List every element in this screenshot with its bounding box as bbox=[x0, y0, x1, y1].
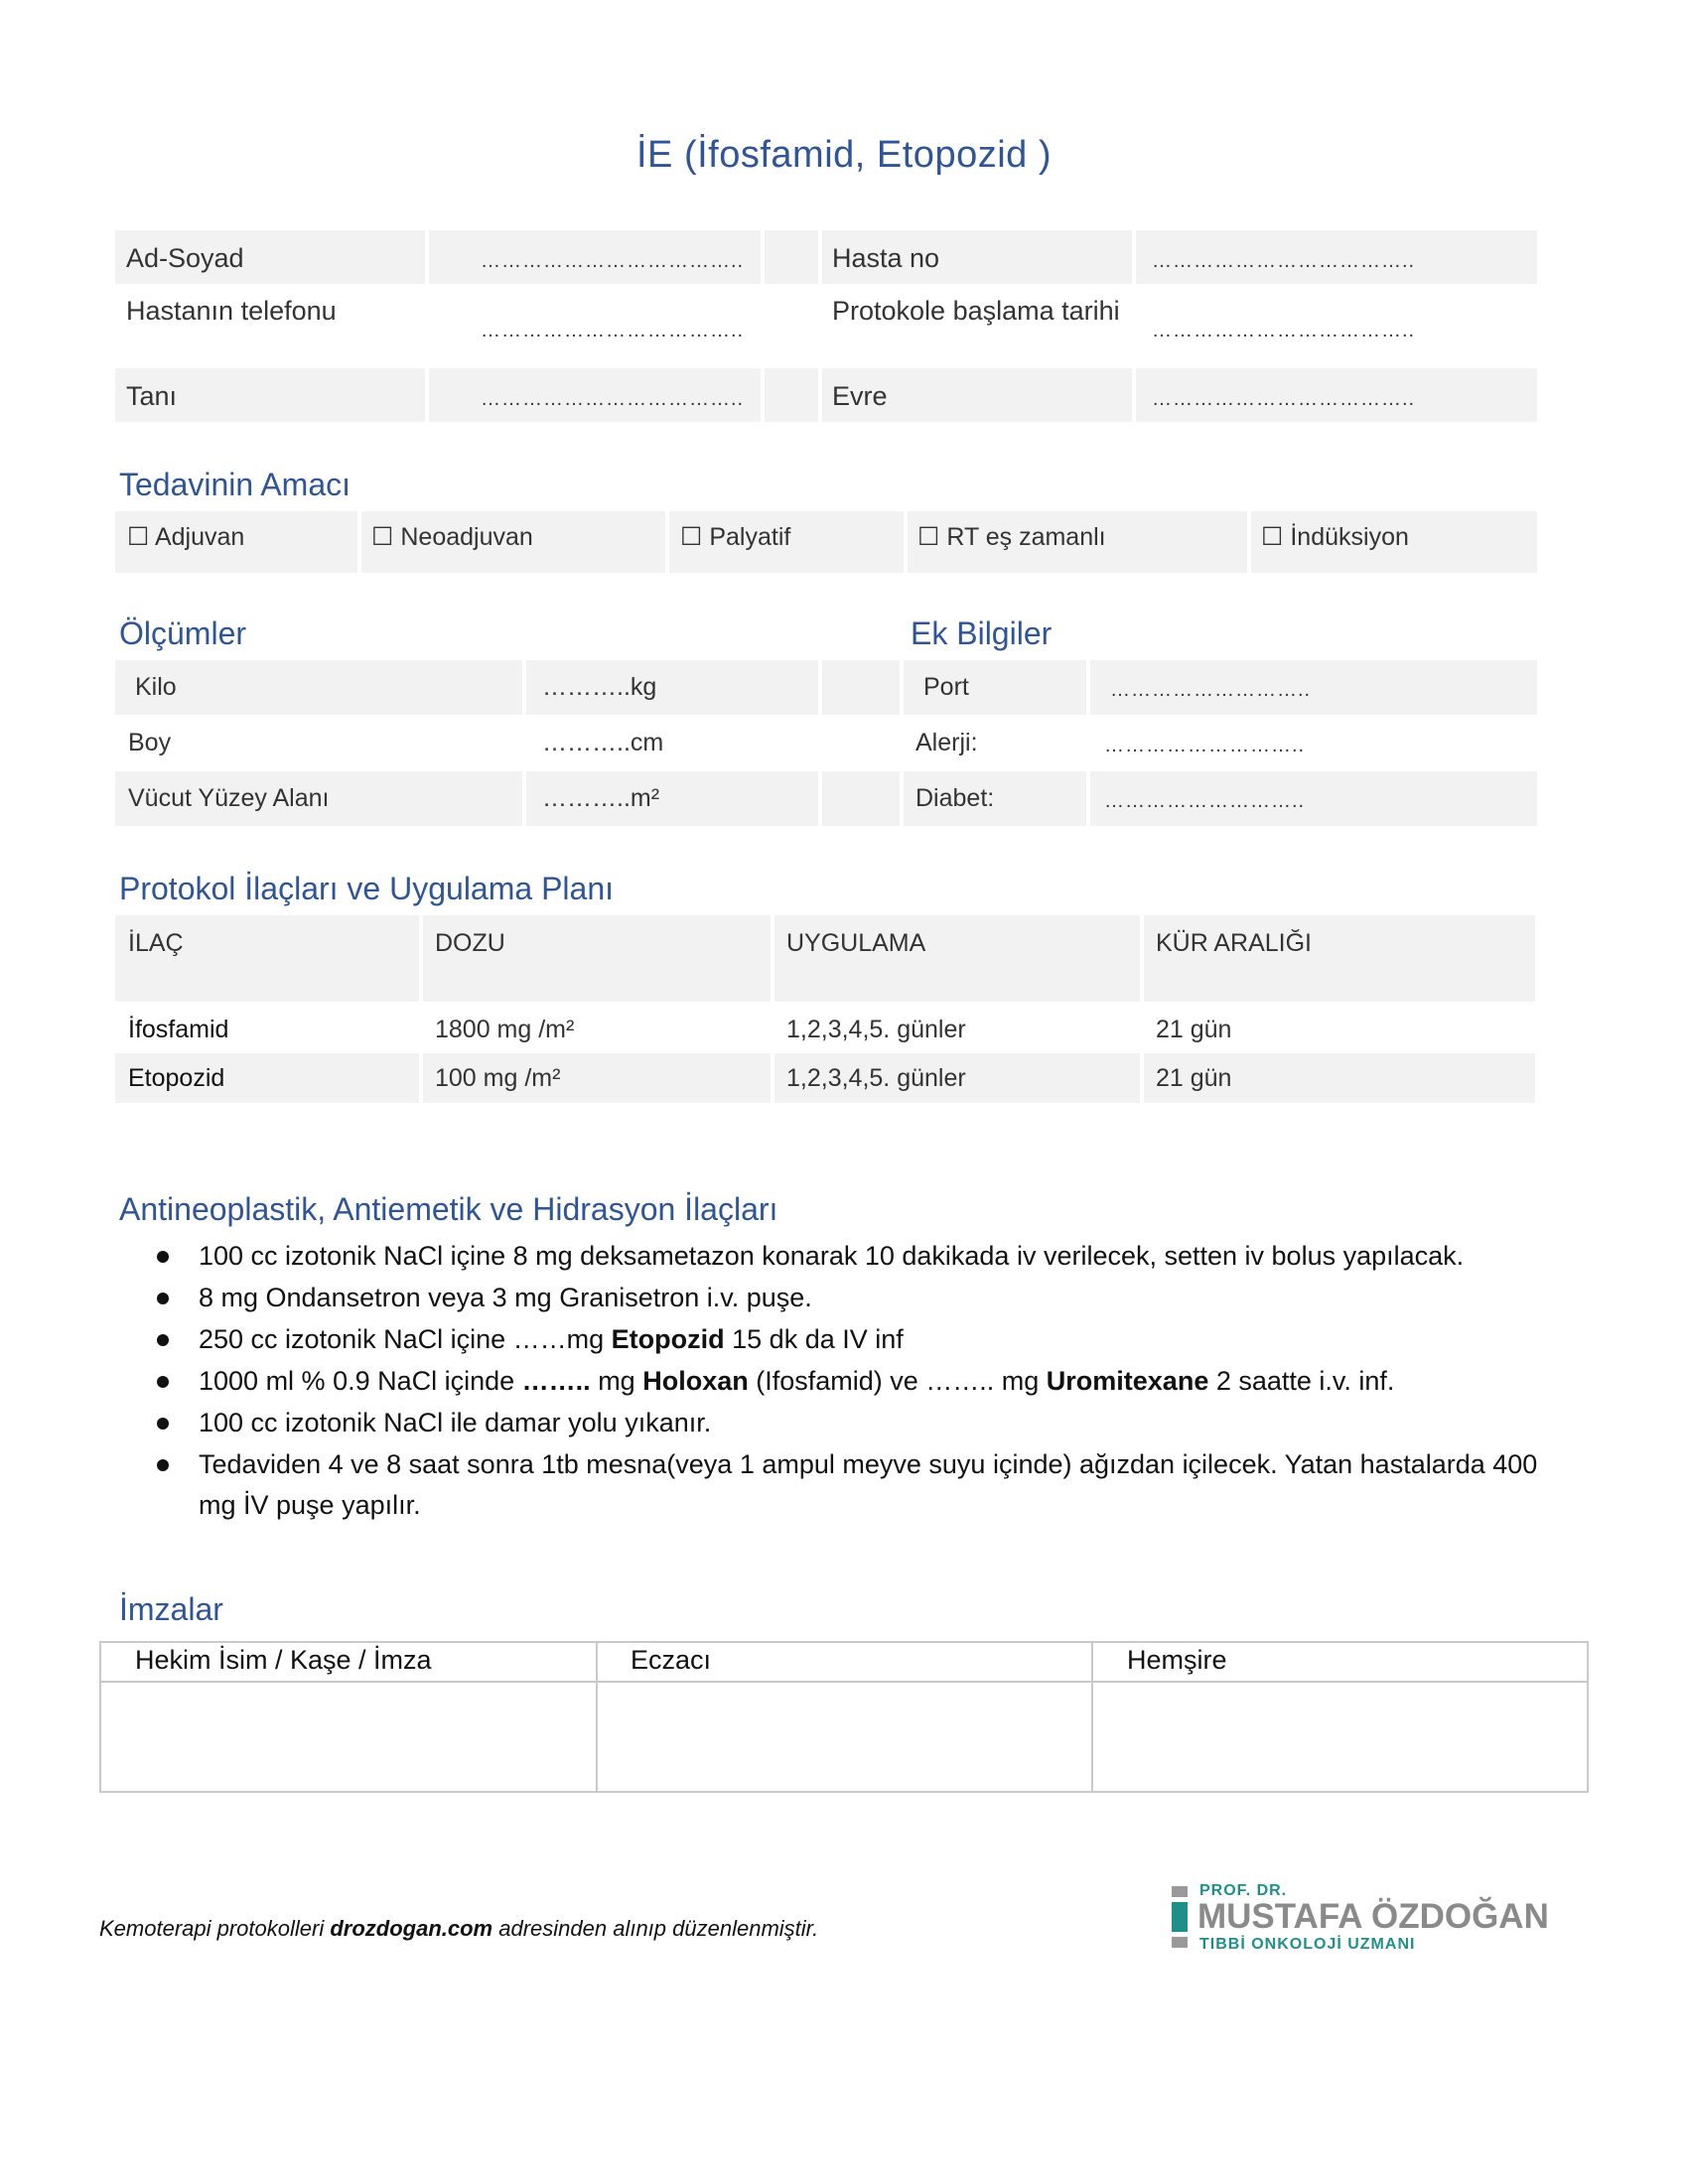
table-row-1-interval: 21 gün bbox=[1156, 1016, 1232, 1043]
list-item: 1000 ml % 0.9 NaCl içinde …….. mg Holoxan (Ifosfamid) ve …….. mg Uromitexane 2 saatte i.v. inf. bbox=[149, 1361, 1569, 1402]
logo-name: MUSTAFA ÖZDOĞAN bbox=[1197, 1897, 1549, 1936]
stage-field[interactable]: ……………………………….. bbox=[1152, 388, 1416, 410]
kilo-label: Kilo bbox=[135, 673, 177, 701]
start-date-field[interactable]: ……………………………….. bbox=[1152, 320, 1416, 341]
list-item: Tedaviden 4 ve 8 saat sonra 1tb mesna(veya 1 ampul meyve suyu içinde) ağızdan içilecek. Yatan hastalarda 400 mg İV puşe yapılır. bbox=[149, 1444, 1569, 1526]
header-kur: KÜR ARALIĞI bbox=[1156, 929, 1312, 957]
sig-nurse-label: Hemşire bbox=[1127, 1645, 1227, 1675]
protocol-heading: Protokol İlaçları ve Uygulama Planı bbox=[119, 871, 614, 906]
goal-adjuvan-checkbox[interactable]: ☐ Adjuvan bbox=[127, 523, 245, 551]
alerji-label: Alerji: bbox=[915, 729, 978, 756]
list-item: 100 cc izotonik NaCl ile damar yolu yıkanır. bbox=[149, 1403, 1569, 1443]
port-label: Port bbox=[923, 673, 969, 701]
list-item: 8 mg Ondansetron veya 3 mg Granisetron i.v. puşe. bbox=[149, 1278, 1569, 1318]
patient-no-label: Hasta no bbox=[832, 243, 940, 273]
sig-pharmacist-field[interactable] bbox=[598, 1683, 1090, 1792]
table-row-2-interval: 21 gün bbox=[1156, 1064, 1232, 1092]
name-label: Ad-Soyad bbox=[126, 243, 244, 273]
table-row-1-days: 1,2,3,4,5. günler bbox=[786, 1016, 966, 1043]
table-row-2-drug: Etopozid bbox=[128, 1064, 225, 1092]
goal-heading: Tedavinin Amacı bbox=[119, 467, 352, 502]
footer-note: Kemoterapi protokolleri drozdogan.com adresinden alınıp düzenlenmiştir. bbox=[99, 1916, 819, 1941]
meds-heading: Antineoplastik, Antiemetik ve Hidrasyon İlaçları bbox=[119, 1191, 778, 1227]
table-row-1-dose: 1800 mg /m² bbox=[435, 1016, 575, 1043]
bsa-field[interactable]: ………..m² bbox=[542, 784, 660, 812]
logo-mark-top bbox=[1172, 1886, 1188, 1897]
diabet-field[interactable]: ……………………….. bbox=[1104, 790, 1306, 812]
bsa-label: Vücut Yüzey Alanı bbox=[128, 784, 330, 812]
alerji-field[interactable]: ……………………….. bbox=[1104, 735, 1306, 756]
logo-mark-bottom bbox=[1172, 1937, 1188, 1948]
goal-induksiyon-checkbox[interactable]: ☐ İndüksiyon bbox=[1261, 523, 1409, 551]
extra-heading: Ek Bilgiler bbox=[911, 615, 1053, 651]
phone-field[interactable]: ……………………………….. bbox=[481, 320, 745, 341]
kilo-field[interactable]: ………..kg bbox=[542, 673, 657, 701]
diabet-label: Diabet: bbox=[915, 784, 995, 812]
port-field[interactable]: ……………………….. bbox=[1110, 679, 1312, 701]
sig-doctor-field[interactable] bbox=[101, 1683, 594, 1792]
header-uygulama: UYGULAMA bbox=[786, 929, 926, 957]
logo-mark-middle bbox=[1172, 1902, 1188, 1932]
table-row-2-days: 1,2,3,4,5. günler bbox=[786, 1064, 966, 1092]
diagnosis-label: Tanı bbox=[126, 381, 178, 411]
sig-doctor-label: Hekim İsim / Kaşe / İmza bbox=[135, 1645, 432, 1675]
signatures-heading: İmzalar bbox=[119, 1591, 223, 1627]
phone-label: Hastanın telefonu bbox=[126, 296, 337, 326]
start-date-label: Protokole başlama tarihi bbox=[832, 296, 1120, 326]
logo-subtitle: TIBBİ ONKOLOJİ UZMANI bbox=[1199, 1936, 1416, 1953]
patient-no-field[interactable]: ……………………………….. bbox=[1152, 250, 1416, 272]
meds-list bbox=[149, 1236, 1569, 1527]
table-row-1-drug: İfosfamid bbox=[128, 1016, 229, 1043]
sig-pharmacist-label: Eczacı bbox=[631, 1645, 712, 1675]
goal-neoadjuvan-checkbox[interactable]: ☐ Neoadjuvan bbox=[371, 523, 533, 551]
name-field[interactable]: ……………………………….. bbox=[481, 250, 745, 272]
stage-label: Evre bbox=[832, 381, 888, 411]
goal-palyatif-checkbox[interactable]: ☐ Palyatif bbox=[680, 523, 791, 551]
measurements-heading: Ölçümler bbox=[119, 615, 247, 651]
boy-label: Boy bbox=[128, 729, 172, 756]
list-item: 100 cc izotonik NaCl içine 8 mg deksametazon konarak 10 dakikada iv verilecek, setten iv bolus yapılacak. bbox=[149, 1236, 1569, 1277]
header-ilac: İLAÇ bbox=[128, 929, 184, 957]
list-item: 250 cc izotonik NaCl içine ……mg Etopozid 15 dk da IV inf bbox=[149, 1319, 1569, 1360]
page-title: İE (İfosfamid, Etopozid ) bbox=[636, 134, 1052, 176]
diagnosis-field[interactable]: ……………………………….. bbox=[481, 388, 745, 410]
sig-nurse-field[interactable] bbox=[1093, 1683, 1586, 1792]
table-row-2-dose: 100 mg /m² bbox=[435, 1064, 561, 1092]
footer-link[interactable]: drozdogan.com bbox=[330, 1916, 493, 1941]
signature-table bbox=[99, 1641, 1589, 1793]
boy-field[interactable]: ………..cm bbox=[542, 729, 664, 756]
goal-rt-checkbox[interactable]: ☐ RT eş zamanlı bbox=[917, 523, 1106, 551]
logo-title: PROF. DR. bbox=[1199, 1882, 1288, 1899]
header-dozu: DOZU bbox=[435, 929, 505, 957]
